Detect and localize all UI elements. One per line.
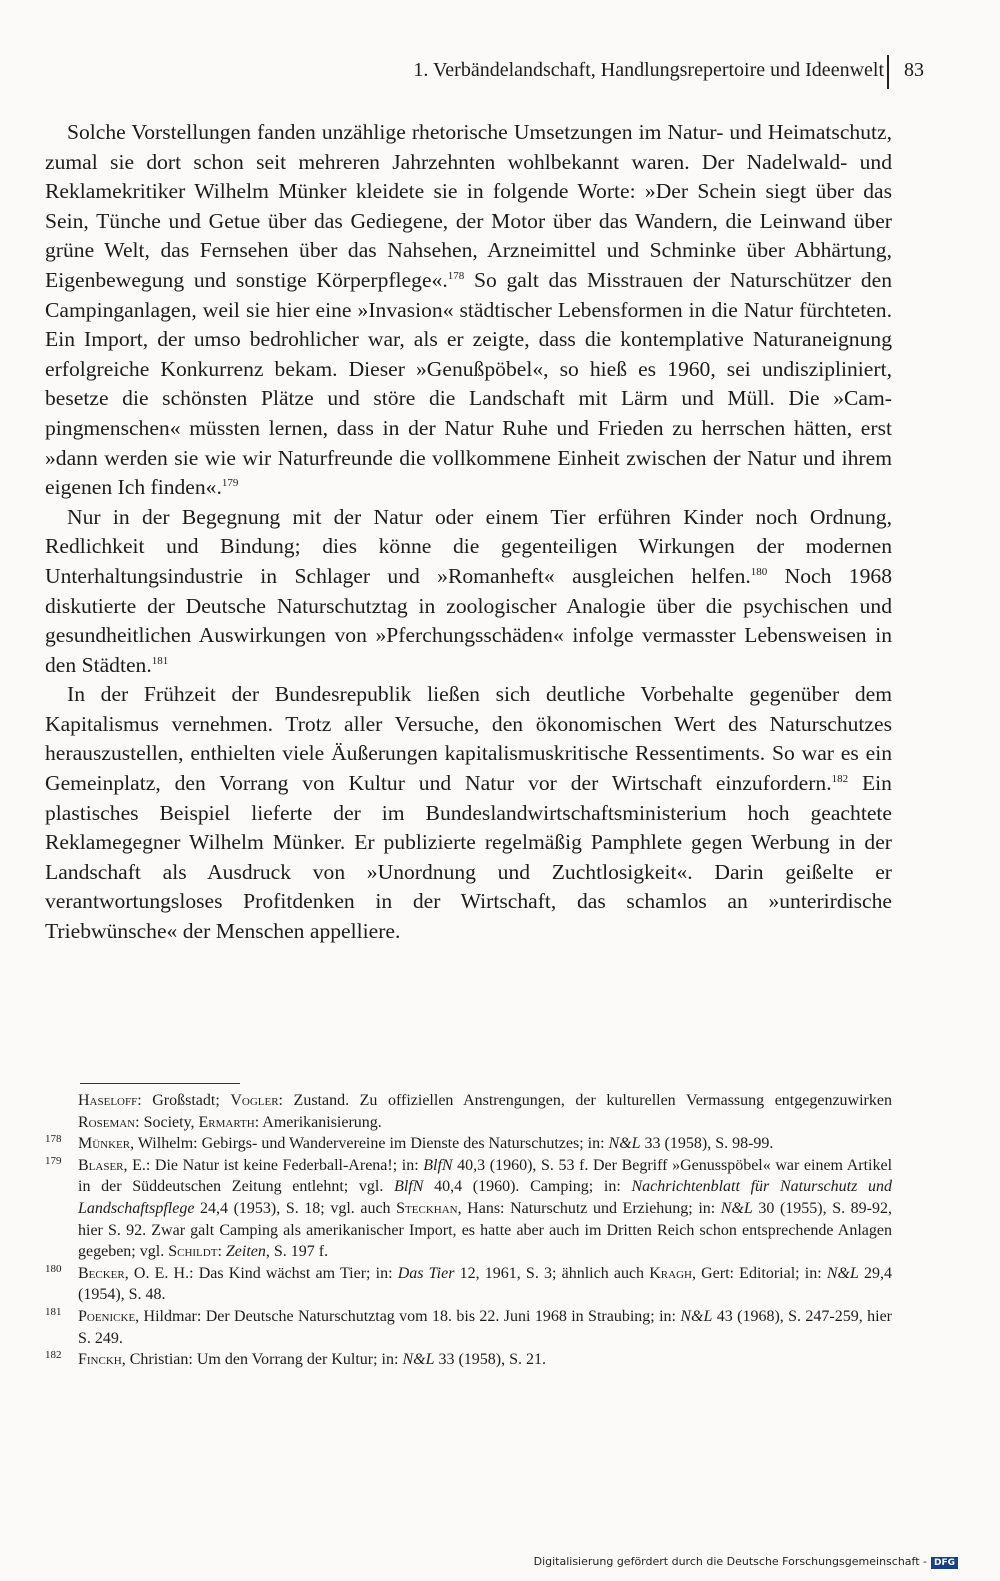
footnote-text: : Society, [135, 1113, 199, 1131]
footnote-ref: 180 [750, 565, 768, 578]
paragraph-text: Noch 1968 diskutierte der Deutsche Naturschutztag in zoologischer Analogie über die psychischen und gesundheitlichen Auswirkungen von »Pferchungsschäden« infolge vermasster Lebensweisen in den Städten. [45, 563, 892, 677]
paragraph-text: So galt das Misstrauen der Naturschützer den Campinganlagen, weil sie hier eine »Invasion« städtischer Lebensformen in die Natur fürchteten. Ein Import, der umso bedrohlicher war, als er zeigte, dass die kontemplative Naturaneignung erfolgreiche Konkurrenz bekam. Dieser »Genußpöbel«, so hieß es 1960, sei undiszipliniert, besetze die schönsten Plätze und störe die Landschaft mit Lärm und Müll. Die »Campingmenschen« müssten lernen, dass in der Natur Ruhe und Frieden zu herrschen hätten, erst »dann werden sie wie wir Naturfreunde die vollkommene Einheit zwischen der Natur und ihrem eigenen Ich finden«. [45, 267, 892, 500]
footnote-continued [45, 1090, 892, 1133]
footnote-180 [45, 1263, 892, 1306]
footnote-text: , S. 197 f. [265, 1243, 329, 1261]
author-name: Becker [78, 1264, 125, 1282]
footnote-text: 43 (1968), S. 247-259, hier S. 249. [78, 1307, 892, 1347]
journal-title: N&L [680, 1307, 713, 1325]
author-name: Poenicke [78, 1307, 136, 1325]
footnote-text: 30 (1955), S. 89-92, hier S. 92. Zwar galt Camping als amerikanischer Import, es hatte aber auch im Dritten Reich schon entsprechende Anlagen gegeben; vgl. [78, 1199, 892, 1261]
footnote-text: , O. E. H.: Das Kind wächst am Tier; in: [124, 1264, 398, 1282]
paragraph-text: Ein plastisches Beispiel lieferte der im Bundeslandwirtschaftsministerium hoch geachtete Reklamegegner Wilhelm Münker. Er publizierte regelmäßig Pamphlete gegen Werbung in der Landschaft als Ausdruck von »Unordnung und Zuchtlosigkeit«. Darin geißelte er verantwortungsloses Profitdenken in der Wirtschaft, das schamlos an »unterirdische Triebwünsche« der Menschen appelliere. [45, 771, 892, 944]
footnote-text: : [217, 1243, 226, 1261]
running-title: 1. Verbändelandschaft, Handlungsrepertoire und Ideenwelt [413, 59, 884, 81]
journal-title: N&L [402, 1351, 435, 1369]
footnote-number: 181 [45, 1305, 62, 1318]
footnote-separator [80, 1083, 240, 1084]
footnote-text: , Christian: Um den Vorrang der Kultur; in: [121, 1351, 403, 1369]
paragraph-text: Solche Vorstellungen fanden unzählige rhetorische Umsetzungen im Natur- und Heimatschutz, zumal sie dort schon seit mehreren Jahrzehnten wohlbekannt waren. Der Nadelwald- und Reklamekritiker Wilhelm Münker kleidete sie in folgende Worte: »Der Schein siegt über das Sein, Tünche und Getue über das Gediegene, der Motor über das Wandern, die Leinwand über grüne Welt, das Fernsehen über das Nahsehen, Arzneimittel und Schminke über Abhärtung, Eigenbewegung und sonstige Körperpflege«. [45, 120, 892, 292]
footnote-ref: 182 [831, 773, 849, 786]
credit-text: Digitalisierung gefördert durch die Deutsche Forschungsgemeinschaft - [533, 1555, 927, 1568]
paragraph [45, 118, 892, 503]
footnote-ref: 178 [447, 269, 465, 282]
footnote-ref: 181 [151, 654, 169, 667]
footnote-182 [45, 1349, 892, 1371]
footnote-number: 182 [45, 1349, 62, 1362]
paragraph-text: Nur in der Begegnung mit der Natur oder einem Tier erführen Kinder noch Ordnung, Redlichkeit und Bindung; dies könne die gegenteiligen Wirkungen der modernen Unterhaltungsindustrie in Schlager und »Romanheft« ausgleichen helfen. [45, 504, 892, 588]
footnote-text: : Zustand. Zu offiziellen Anstrengungen, der kulturellen Vermassung entgegenzuwirken [278, 1092, 892, 1109]
author-name: Finckh [78, 1351, 122, 1369]
author-name: Haseloff [78, 1092, 138, 1109]
journal-title: N&L [608, 1135, 641, 1153]
footnote-number: 180 [45, 1262, 62, 1275]
footnote-text: 29,4 (1954), S. 48. [78, 1264, 893, 1304]
author-name: Schildt [168, 1243, 218, 1261]
author-name: Blaser [78, 1156, 124, 1174]
footnote-text: , Wilhelm: Gebirgs- und Wandervereine im Dienste des Naturschutzes; in: [130, 1135, 609, 1153]
footnote-text: 12, 1961, S. 3; ähnlich auch [454, 1264, 650, 1282]
book-title: Zeiten [225, 1243, 266, 1261]
running-header [0, 55, 1000, 87]
journal-title: Das Tier [397, 1264, 455, 1282]
footnotes [45, 1090, 892, 1371]
author-name: Münker [78, 1135, 131, 1153]
digitization-credit [534, 1555, 958, 1569]
footnote-number: 178 [45, 1133, 62, 1146]
author-name: Roseman [78, 1113, 136, 1131]
footnote-text: , Hans: Naturschutz und Erziehung; in: [457, 1199, 721, 1217]
footnote-text: 24,4 (1953), S. 18; vgl. auch [194, 1199, 397, 1217]
footnote-178 [45, 1133, 892, 1155]
paragraph [45, 680, 892, 946]
body-text [45, 118, 892, 947]
dfg-logo: DFG [931, 1557, 958, 1569]
author-name: Kragh [649, 1264, 692, 1282]
journal-title: N&L [826, 1264, 859, 1282]
footnote-text: 33 (1958), S. 98-99. [640, 1135, 774, 1153]
page-number: 83 [904, 59, 924, 81]
paragraph-text: In der Frühzeit der Bundesrepublik ließen sich deutliche Vorbehalte gegenüber dem Kapitalismus vernehmen. Trotz aller Versuche, den ökonomischen Wert des Naturschutzes herauszustellen, enthielten viele Äußerungen kapitalismuskritische Ressentiments. So war es ein Gemeinplatz, den Vorrang von Kultur und Natur vor der Wirtschaft einzufordern. [45, 682, 892, 796]
footnote-text: : Amerikanisierung. [254, 1113, 382, 1131]
journal-title: N&L [720, 1199, 753, 1217]
footnote-text: 33 (1958), S. 21. [434, 1351, 547, 1369]
author-name: Vogler [230, 1092, 279, 1109]
footnote-ref: 179 [221, 477, 239, 490]
paragraph [45, 503, 892, 681]
journal-title: BlfN [423, 1156, 453, 1174]
footnote-text: , Gert: Editorial; in: [691, 1264, 827, 1282]
journal-title: BlfN [394, 1178, 424, 1196]
header-rule [887, 55, 889, 89]
footnote-181 [45, 1306, 892, 1349]
footnote-179 [45, 1155, 892, 1263]
footnote-text: 40,3 (1960), S. 53 f. Der Begriff »Genusspöbel« war einem Artikel in der Süddeutschen Zeitung entlehnt; vgl. [78, 1156, 893, 1196]
footnote-text: , E.: Die Natur ist keine Federball-Arena!; in: [123, 1156, 424, 1174]
footnote-number: 179 [45, 1154, 62, 1167]
journal-title: Nachrichtenblatt für Naturschutz und Landschaftspflege [78, 1178, 893, 1217]
footnote-text: , Hildmar: Der Deutsche Naturschutztag vom 18. bis 22. Juni 1968 in Straubing; in: [135, 1307, 681, 1325]
author-name: Ermarth [198, 1113, 255, 1131]
footnote-text: 40,4 (1960). Camping; in: [423, 1178, 632, 1196]
author-name: Steckhan [396, 1199, 458, 1217]
footnote-text: : Großstadt; [137, 1092, 231, 1109]
